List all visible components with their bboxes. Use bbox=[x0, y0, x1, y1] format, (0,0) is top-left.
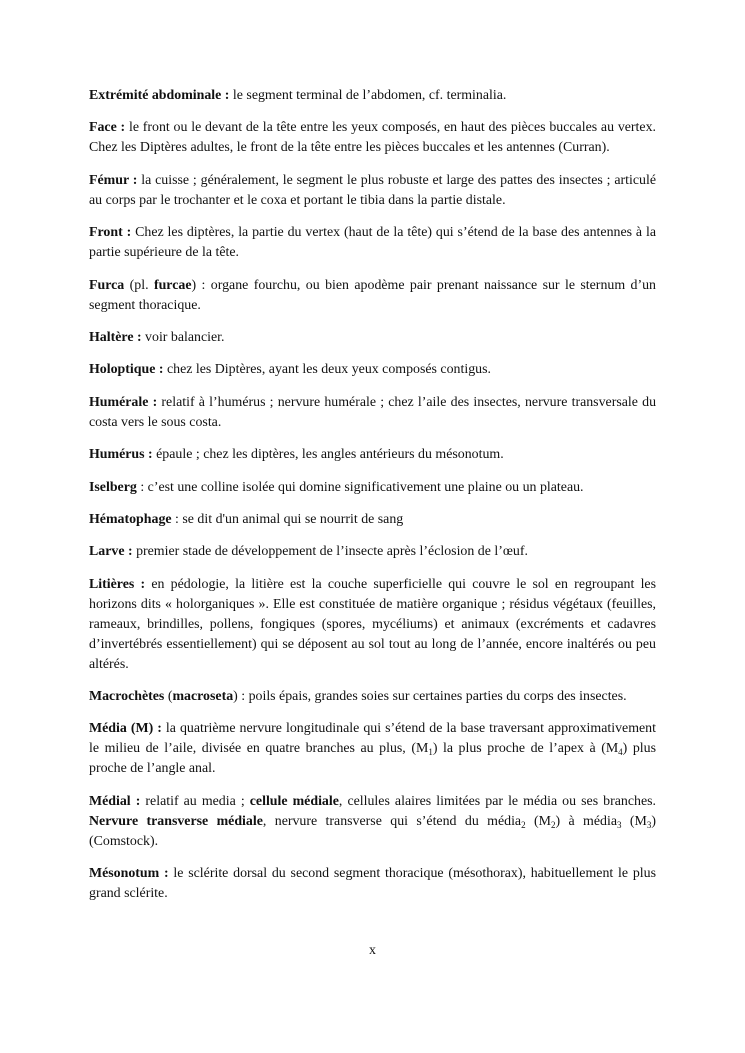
definition-text: (pl. bbox=[124, 277, 154, 293]
glossary-entry bbox=[89, 86, 656, 106]
definition-text: , cellules alaires limitées par le média ou ses branches. bbox=[338, 793, 656, 809]
glossary-entry bbox=[89, 792, 656, 852]
glossary-entries bbox=[89, 86, 656, 904]
definition-text: (M bbox=[525, 813, 551, 829]
definition-text: le front ou le devant de la tête entre les yeux composés, en haut des pièces buccales au vertex. Chez les Diptères adultes, le front de la tête entre les pièces buccales et les antennes (Curran). bbox=[89, 120, 656, 156]
definition-text: la quatrième nervure longitudinale qui s’étend de la base traversant approximativement le milieu de l’aile, divisée en quatre branches au plus, (M bbox=[89, 721, 656, 757]
definition-text: en pédologie, la litière est la couche superficielle qui couvre le sol en regroupant les horizons dits « holorganiques ». Elle est constituée de matière organique ; résidus végétaux (feuilles, rameaux, brindilles, pollens, fongiques (spores, mycéliums) et animaux (excréments et cadavres d’invertébrés essentiellement) qui se déposent au sol tout au long de l’année, encore inaltérés ou peu altérés. bbox=[89, 576, 656, 672]
glossary-term: Macrochètes bbox=[89, 689, 165, 705]
definition-text: : c’est une colline isolée qui domine significativement une plaine ou un plateau. bbox=[136, 479, 584, 495]
glossary-entry bbox=[89, 118, 656, 158]
definition-text: ) la plus proche de l’apex à (M bbox=[432, 741, 619, 757]
definition-text: ) : poils épais, grandes soies sur certaines parties du corps des insectes. bbox=[233, 689, 627, 705]
glossary-term: Humérale : bbox=[89, 394, 158, 410]
definition-text: ) plus proche de l’angle anal. bbox=[89, 741, 656, 777]
glossary-entry bbox=[89, 328, 656, 348]
glossary-entry bbox=[89, 575, 656, 675]
definition-text: relatif à l’humérus ; nervure humérale ; chez l’aile des insectes, nervure transversale du costa vers le sous costa. bbox=[89, 394, 657, 430]
definition-text: la cuisse ; généralement, le segment le plus robuste et large des pattes des insectes ; articulé au corps par le trochanter et le coxa et portant le tibia dans la partie distale. bbox=[89, 172, 656, 208]
definition-text: chez les Diptères, ayant les deux yeux composés contigus. bbox=[163, 362, 491, 378]
glossary-term: Fémur : bbox=[89, 172, 138, 188]
definition-text: (M bbox=[621, 813, 647, 829]
glossary-term: Mésonotum : bbox=[89, 866, 169, 882]
definition-text: ) : organe fourchu, ou bien apodème pair prenant naissance sur le sternum d’un segment thoracique. bbox=[89, 277, 656, 313]
glossary-entry bbox=[89, 445, 656, 465]
definition-text: le segment terminal de l’abdomen, cf. terminalia. bbox=[229, 88, 507, 103]
subscript: 4 bbox=[618, 747, 623, 758]
glossary-term: Larve : bbox=[89, 544, 133, 560]
definition-text: , nervure transverse qui s’étend du média bbox=[262, 813, 522, 829]
glossary-term: Furca bbox=[89, 277, 125, 293]
glossary-term: Haltère : bbox=[89, 329, 142, 345]
glossary-entry bbox=[89, 687, 656, 707]
glossary-term: Humérus : bbox=[89, 447, 153, 463]
glossary-term: Face : bbox=[89, 120, 126, 136]
glossary-term: Média (M) : bbox=[89, 721, 162, 737]
glossary-entry bbox=[89, 719, 656, 779]
glossary-entry bbox=[89, 542, 656, 562]
bold-term: Nervure transverse médiale bbox=[89, 813, 263, 829]
definition-text: relatif au media ; bbox=[140, 793, 250, 809]
glossary-page bbox=[89, 86, 656, 917]
glossary-entry bbox=[89, 223, 656, 263]
subscript: 3 bbox=[617, 819, 622, 830]
glossary-entry bbox=[89, 276, 656, 316]
glossary-entry bbox=[89, 478, 656, 498]
bold-term: macroseta bbox=[172, 689, 234, 705]
subscript: 1 bbox=[428, 747, 433, 758]
glossary-entry bbox=[89, 171, 656, 211]
definition-text: le sclérite dorsal du second segment thoracique (mésothorax), habituellement le plus grand sclérite. bbox=[89, 866, 656, 902]
definition-text: épaule ; chez les diptères, les angles antérieurs du mésonotum. bbox=[152, 447, 504, 463]
subscript: 2 bbox=[550, 819, 556, 830]
glossary-entry bbox=[89, 510, 656, 530]
glossary-entry bbox=[89, 360, 656, 380]
page-number: x bbox=[369, 943, 376, 958]
definition-text: ) à média bbox=[555, 813, 617, 829]
bold-term: furcae bbox=[153, 277, 192, 293]
glossary-term: Extrémité abdominale : bbox=[89, 88, 230, 103]
glossary-term: Holoptique : bbox=[89, 362, 164, 378]
glossary-term: Médial : bbox=[89, 793, 141, 809]
definition-text: : se dit d'un animal qui se nourrit de sang bbox=[171, 511, 404, 527]
bold-term: cellule médiale bbox=[249, 793, 339, 809]
definition-text: ( bbox=[164, 689, 173, 705]
subscript: 2 bbox=[521, 819, 526, 830]
definition-text: voir balancier. bbox=[141, 329, 225, 345]
glossary-entry bbox=[89, 393, 656, 433]
glossary-term: Front : bbox=[89, 225, 132, 241]
glossary-term: Litières : bbox=[89, 576, 146, 592]
glossary-term: Iselberg bbox=[89, 479, 137, 495]
glossary-term: Hématophage bbox=[89, 511, 172, 527]
definition-text: ) (Comstock). bbox=[89, 813, 657, 849]
definition-text: Chez les diptères, la partie du vertex (haut de la tête) qui s’étend de la base des antennes à la partie supérieure de la tête. bbox=[89, 225, 656, 261]
subscript: 3 bbox=[646, 819, 652, 830]
glossary-entry bbox=[89, 864, 656, 904]
definition-text: premier stade de développement de l’insecte après l’éclosion de l’œuf. bbox=[132, 544, 528, 560]
